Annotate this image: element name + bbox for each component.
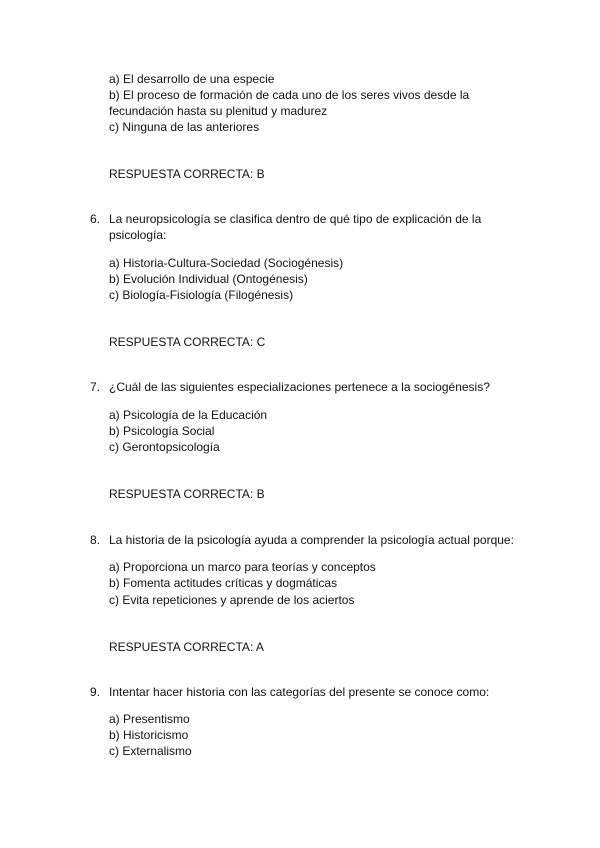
question-8-number: 8. [90,533,101,547]
question-9-number: 9. [90,685,101,699]
question-6-option-a: a) Historia-Cultura-Sociedad (Sociogénesis) [109,256,344,270]
question-9-option-b: b) Historicismo [109,728,189,742]
question-6-text-cont: psicología: [109,228,167,242]
question-7-answer: RESPUESTA CORRECTA: B [109,487,265,501]
question-7-text: ¿Cuál de las siguientes especializaciones pertenece a la sociogénesis? [109,380,490,394]
question-6-answer: RESPUESTA CORRECTA: C [109,335,266,349]
question-7-number: 7. [90,380,101,394]
question-6-number: 6. [90,212,101,226]
intro-option-a: a) El desarrollo de una especie [109,72,275,86]
question-7-option-c: c) Gerontopsicología [109,440,220,454]
question-7-option-b: b) Psicología Social [109,424,215,438]
question-8-option-b: b) Fomenta actitudes críticas y dogmáticas [109,576,338,590]
question-6-option-c: c) Biología-Fisiología (Filogénesis) [109,288,294,302]
question-8-text: La historia de la psicología ayuda a comprender la psicología actual porque: [109,533,514,547]
question-8-option-c: c) Evita repeticiones y aprende de los aciertos [109,593,355,607]
intro-option-b: b) El proceso de formación de cada uno de los seres vivos desde la [109,88,470,102]
question-7-option-a: a) Psicología de la Educación [109,408,268,422]
question-6-option-b: b) Evolución Individual (Ontogénesis) [109,272,308,286]
question-9-option-a: a) Presentismo [109,712,190,726]
question-8-answer: RESPUESTA CORRECTA: A [109,640,264,654]
intro-option-c: c) Ninguna de las anteriores [109,120,260,134]
question-6-text: La neuropsicología se clasifica dentro de qué tipo de explicación de la [109,212,482,226]
question-9-option-c: c) Externalismo [109,744,192,758]
intro-option-b-cont: fecundación hasta su plenitud y madurez [109,104,328,118]
intro-answer: RESPUESTA CORRECTA: B [109,167,265,181]
question-8-option-a: a) Proporciona un marco para teorías y conceptos [109,560,376,574]
question-9-text: Intentar hacer historia con las categorías del presente se conoce como: [109,685,490,699]
